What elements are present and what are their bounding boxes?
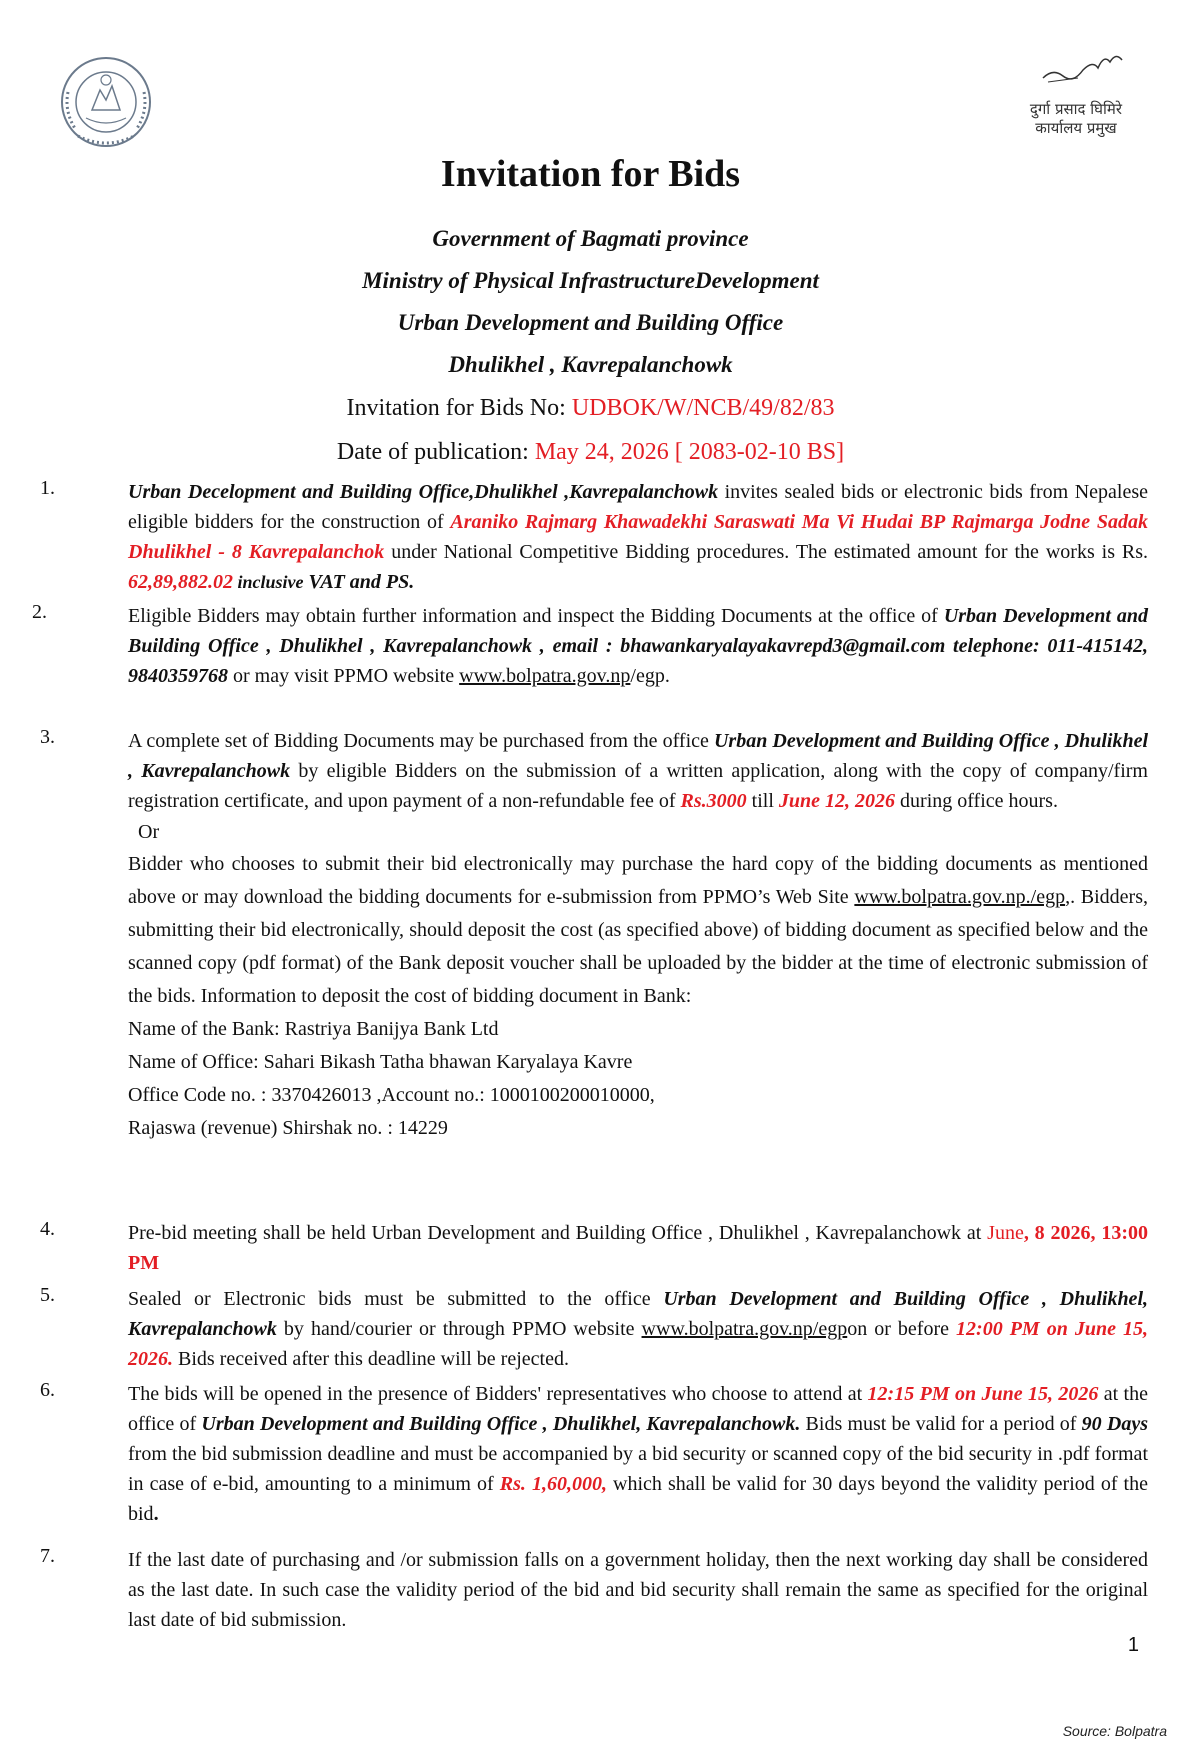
account-details: Office Code no. : 3370426013 ,Account no.: 1000100200010000, [128, 1084, 655, 1106]
project-name: Araniko Rajmarg Khawadekhi Saraswati Ma Vi Hudai BP Rajmarga Jodne Sadak Dhulikhel - 8 Kavrepalanchok [128, 511, 1148, 563]
header-line-office: Urban Development and Building Office [397, 310, 784, 335]
publication-date: May 24, 2026 [ 2083-02-10 BS] [534, 439, 845, 465]
bank-name: Name of the Bank: Rastriya Banijya Bank Ltd [128, 1018, 499, 1040]
header-line-location: Dhulikhel , Kavrepalanchowk [448, 352, 733, 377]
submission-deadline: 12:00 PM on June 15, 2026. [128, 1318, 1149, 1370]
ppmo-egp-link[interactable]: www.bolpatra.gov.np./egp [854, 886, 1066, 908]
validity-period: 90 Days [1081, 1413, 1148, 1435]
page-number: 1 [1127, 1634, 1139, 1656]
office-header [0, 218, 1181, 474]
signatory-designation: कार्यालय प्रमुख [1035, 119, 1117, 137]
source-credit: Source: Bolpatra [1062, 1723, 1167, 1739]
revenue-heading: Rajaswa (revenue) Shirshak no. : 14229 [128, 1117, 448, 1139]
signature-block [1020, 48, 1140, 148]
pre-bid-meeting-date: , 8 2026, 13:00 PM [128, 1222, 1148, 1274]
government-seal-icon [56, 52, 156, 152]
ppmo-website-link[interactable]: www.bolpatra.gov.np [459, 665, 631, 687]
signature-scribble-icon [1038, 48, 1128, 88]
document-title: Invitation for Bids [440, 153, 741, 195]
office-name: Name of Office: Sahari Bikash Tatha bhawan Karyalaya Kavre [128, 1051, 633, 1073]
signatory-name: दुर्गा प्रसाद घिमिरे [1029, 100, 1122, 118]
ifb-number: UDBOK/W/NCB/49/82/83 [571, 395, 835, 421]
ifb-number-line: Invitation for Bids No: UDBOK/W/NCB/49/82/83 [346, 395, 835, 421]
purchase-deadline: June 12, 2026 [778, 790, 896, 812]
publication-date-line: Date of publication: May 24, 2026 [ 2083-02-10 BS] [336, 439, 845, 465]
bid-security-amount: Rs. 1,60,000, [499, 1473, 607, 1495]
header-line-ministry: Ministry of Physical InfrastructureDevelopment [362, 268, 819, 293]
opening-time: 12:15 PM on June 15, 2026 [867, 1383, 1099, 1405]
document-page: दुर्गा प्रसाद घिमिरे कार्यालय प्रमुख Invitation for Bids Government of Bagmati province Ministry of Physical InfrastructureDevelopment Urban Development and Building Office Dhulikhel , Kavrepalanchowk Invitation for Bids No: UDBOK/W/NCB/49/82/83 Date of publication: May 24, 2026 [ 2083-02-10 BS] 1. Urban Decelopment and Building Office,Dhulikhel ,Kavrepalanchowk invites sealed bids or electronic bids from Nepalese eligible bidders for the construction of Araniko Rajmarg Khawadekhi Saraswati Ma Vi Hudai BP Rajmarga Jodne Sadak Dhulikhel - 8 Kavrepalanchok under National Competitive Bidding procedures. The estimated amount for the works is Rs. 62,89,882.02 inclusive VAT and PS. 2. Eligible Bidders may obtain further information and inspect the Bidding Documents at the office of Urban Development and Building Office , Dhulikhel , Kavrepalanchowk , email : bhawankaryalayakavrepd3@gmail.com telephone: 011-415142, 9840359768 or may visit PPMO website www.bolpatra.gov.np/egp. 3. A complete set of Bidding Documents may be purchased from the office Urban Development and Building Office , Dhulikhel , Kavrepalanchowk by eligible Bidders on the submission of a written application, along with the copy of company/firm registration certificate, and upon payment of a non-refundable fee of Rs.3000 till June 12, 2026 during office hours. Or Bidder who chooses to submit their bid electronically may purchase the hard copy of the bidding documents as mentioned above or may download the bidding documents for e-submission from PPMO’s Web Site www.bolpatra.gov.np./egp,. Bidders, submitting their bid electronically, should deposit the cost (as specified above) of bidding document as specified below and the scanned copy (pdf format) of the Bank deposit voucher shall be uploaded by the bidder at the time of electronic submission of the bids. Information to deposit the cost of bidding document in Bank: Name of the Bank: Rastriya Banijya Bank Ltd Name of Office: Sahari Bikash Tatha bhawan Karyalaya Kavre Office Code no. : 3370426013 ,Account no.: 1000100200010000, Rajaswa (revenue) Shirshak no. : 14229 4. Pre-bid meeting shall be held Urban Development and Building Office , Dhulikhel , Kavrepalanchowk at June, 8 2026, 13:00 PM 5. Sealed or Electronic bids must be submitted to the office Urban Development and Building Office , Dhulikhel, Kavrepalanchowk by hand/courier or through PPMO website www.bolpatra.gov.np/egpon or before 12:00 PM on June 15, 2026. Bids received after this deadline will be rejected. 6. The bids will be opened in the presence of Bidders' representatives who choose to attend at 12:15 PM on June 15, 2026 at the office of Urban Development and Building Office , Dhulikhel, Kavrepalanchowk. Bids must be valid for a period of 90 Days from the bid submission deadline and must be accompanied by a bid security or scanned copy of the bid security in .pdf format in case of e-bid, amounting to a minimum of Rs. 1,60,000, which shall be valid for 30 days beyond the validity period of the bid. 7. If the last date of purchasing and /or submission falls on a government holiday, then the next working day shall be considered as the last date. In such case the validity period of the bid and bid security shall remain the same as specified for the original last date of bid submission. 1 Source: Bolpatra [0, 0, 1181, 1749]
estimated-amount: 62,89,882.02 [128, 571, 233, 593]
document-fee: Rs.3000 [680, 790, 747, 812]
ppmo-egp-link-2[interactable]: www.bolpatra.gov.np/egp [641, 1318, 848, 1340]
header-line-government: Government of Bagmati province [432, 226, 749, 251]
